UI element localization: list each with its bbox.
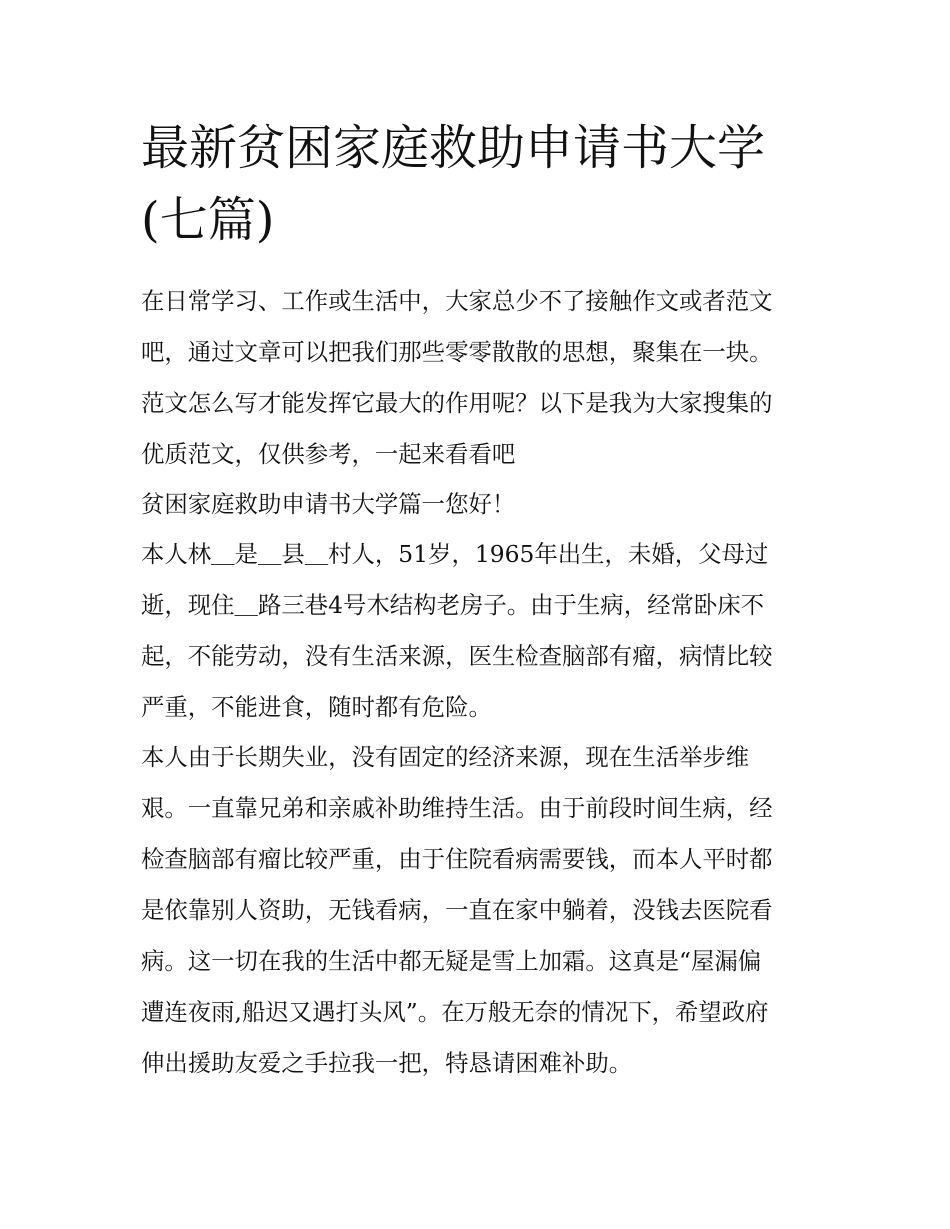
text-line: 本人由于长期失业，没有固定的经济来源，现在生活举步维 — [141, 743, 750, 771]
text-line: 艰。一直靠兄弟和亲戚补助维持生活。由于前段时间生病，经 — [141, 794, 773, 822]
title-line: 最新贫困家庭救助申请书大学 — [141, 120, 766, 176]
paragraph-2 — [141, 732, 821, 1089]
text-line: 范文怎么写才能发挥它最大的作用呢？以下是我为大家搜集的 — [141, 389, 773, 417]
text-line: 是依靠别人资助，无钱看病，一直在家中躺着，没钱去医院看 — [141, 896, 773, 924]
section-heading — [141, 479, 821, 530]
text-line: 检查脑部有瘤比较严重，由于住院看病需要钱，而本人平时都 — [141, 845, 773, 873]
text-line: 伸出援助友爱之手拉我一把，特恳请困难补助。 — [141, 1049, 633, 1077]
text-line: 严重，不能进食，随时都有危险。 — [141, 693, 492, 721]
text-line: 逝，现住＿路三巷4号木结构老房子。由于生病，经常卧床不 — [141, 591, 765, 619]
text-line: 吧，通过文章可以把我们那些零零散散的思想，聚集在一块。 — [141, 338, 773, 366]
intro-paragraph — [141, 276, 821, 480]
text-line: 病。这一切在我的生活中都无疑是雪上加霜。这真是“屋漏偏 — [141, 947, 762, 975]
text-line: 本人林＿是＿县＿村人，51岁，1965年出生，未婚，父母过 — [141, 540, 769, 568]
title-line: (七篇) — [141, 192, 275, 248]
text-line: 优质范文，仅供参考，一起来看看吧 — [141, 440, 516, 468]
text-line: 起，不能劳动，没有生活来源，医生检查脑部有瘤，病情比较 — [141, 642, 773, 670]
text-line: 遭连夜雨,船迟又遇打头风”。在万般无奈的情况下，希望政府 — [141, 998, 769, 1026]
document-title — [141, 112, 821, 256]
text-line: 在日常学习、工作或生活中，大家总少不了接触作文或者范文 — [141, 287, 773, 315]
section-heading-text: 贫困家庭救助申请书大学篇一您好！ — [141, 490, 516, 518]
paragraph-1 — [141, 529, 821, 733]
